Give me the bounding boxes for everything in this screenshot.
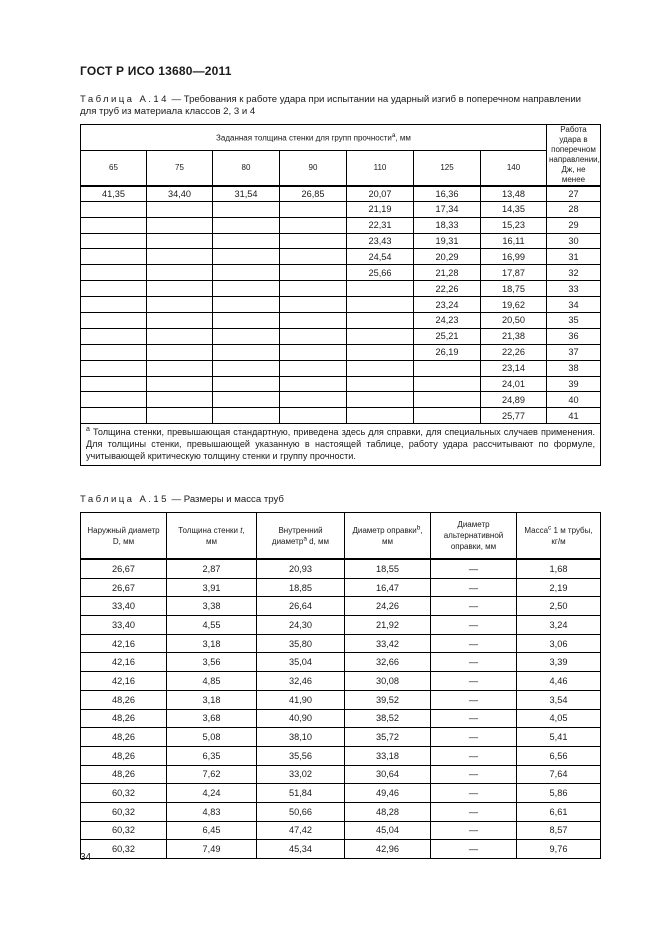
inner-diameter-cell: 51,84 bbox=[257, 784, 345, 803]
mass-cell: 1,68 bbox=[517, 559, 601, 578]
wall-thickness-cell bbox=[280, 328, 347, 344]
inner-diameter-cell: 40,90 bbox=[257, 709, 345, 728]
impact-energy-cell: 38 bbox=[547, 360, 601, 376]
alt-mandrel-cell: — bbox=[431, 709, 517, 728]
wall-thickness-cell bbox=[347, 408, 414, 424]
table-row bbox=[81, 709, 601, 728]
strength-class-header: 110 bbox=[347, 151, 414, 186]
table-row bbox=[81, 328, 601, 344]
wall-thickness-cell bbox=[213, 392, 280, 408]
wall-thickness-cell: 7,49 bbox=[167, 840, 257, 859]
strength-class-header: 140 bbox=[481, 151, 547, 186]
wall-thickness-cell: 23,14 bbox=[481, 360, 547, 376]
wall-thickness-cell: 2,87 bbox=[167, 559, 257, 578]
wall-thickness-cell bbox=[280, 249, 347, 265]
wall-thickness-cell bbox=[147, 297, 213, 313]
wall-thickness-cell: 15,23 bbox=[481, 217, 547, 233]
wall-thickness-cell: 19,31 bbox=[414, 233, 481, 249]
wall-thickness-cell: 3,56 bbox=[167, 653, 257, 672]
mass-cell: 4,05 bbox=[517, 709, 601, 728]
wall-thickness-cell bbox=[280, 297, 347, 313]
wall-thickness-cell: 13,48 bbox=[481, 186, 547, 201]
table-row bbox=[81, 217, 601, 233]
strength-classes-row bbox=[81, 151, 601, 186]
impact-energy-cell: 37 bbox=[547, 344, 601, 360]
table-row bbox=[81, 265, 601, 281]
mass-cell: 5,41 bbox=[517, 728, 601, 747]
mass-cell: 5,86 bbox=[517, 784, 601, 803]
wall-thickness-cell bbox=[414, 392, 481, 408]
table-row bbox=[81, 672, 601, 691]
wall-thickness-cell bbox=[347, 328, 414, 344]
wall-thickness-cell bbox=[347, 376, 414, 392]
impact-energy-cell: 36 bbox=[547, 328, 601, 344]
document-header: ГОСТ Р ИСО 13680—2011 bbox=[80, 64, 232, 78]
alt-mandrel-cell: — bbox=[431, 746, 517, 765]
outer-diameter-cell: 33,40 bbox=[81, 616, 167, 635]
outer-diameter-cell: 60,32 bbox=[81, 840, 167, 859]
outer-diameter-cell: 48,26 bbox=[81, 765, 167, 784]
strength-class-header: 65 bbox=[81, 151, 147, 186]
table-row bbox=[81, 376, 601, 392]
wall-thickness-cell: 14,35 bbox=[481, 201, 547, 217]
impact-energy-cell: 29 bbox=[547, 217, 601, 233]
table-row bbox=[81, 746, 601, 765]
wall-thickness-cell bbox=[81, 408, 147, 424]
outer-diameter-cell: 48,26 bbox=[81, 728, 167, 747]
table-row bbox=[81, 344, 601, 360]
mandrel-diameter-cell: 18,55 bbox=[345, 559, 431, 578]
table-row bbox=[81, 784, 601, 803]
wall-thickness-cell: 24,89 bbox=[481, 392, 547, 408]
table-a15-caption-text: — Размеры и масса труб bbox=[168, 494, 284, 505]
table-row bbox=[81, 765, 601, 784]
alt-mandrel-diameter-header: Диаметр альтернативной оправки, мм bbox=[431, 513, 517, 560]
wall-thickness-cell: 22,26 bbox=[414, 281, 481, 297]
outer-diameter-cell: 60,32 bbox=[81, 784, 167, 803]
wall-thickness-cell bbox=[280, 217, 347, 233]
wall-thickness-cell bbox=[147, 328, 213, 344]
mandrel-diameter-cell: 16,47 bbox=[345, 578, 431, 597]
wall-thickness-cell bbox=[280, 344, 347, 360]
mandrel-diameter-header: Диаметр оправки$^b$, мм bbox=[345, 513, 431, 560]
mandrel-diameter-cell: 30,08 bbox=[345, 672, 431, 691]
outer-diameter-cell: 26,67 bbox=[81, 559, 167, 578]
wall-thickness-cell bbox=[81, 376, 147, 392]
inner-diameter-cell: 33,02 bbox=[257, 765, 345, 784]
table-row bbox=[81, 690, 601, 709]
wall-thickness-cell: 25,77 bbox=[481, 408, 547, 424]
wall-thickness-cell bbox=[147, 249, 213, 265]
wall-thickness-cell bbox=[213, 344, 280, 360]
mandrel-diameter-cell: 48,28 bbox=[345, 802, 431, 821]
wall-thickness-cell bbox=[147, 376, 213, 392]
wall-thickness-cell: 16,99 bbox=[481, 249, 547, 265]
table-row bbox=[81, 186, 601, 201]
wall-thickness-cell bbox=[147, 313, 213, 329]
inner-diameter-cell: 45,34 bbox=[257, 840, 345, 859]
wall-thickness-cell: 3,18 bbox=[167, 690, 257, 709]
wall-thickness-cell bbox=[347, 392, 414, 408]
wall-thickness-cell bbox=[280, 408, 347, 424]
strength-class-header: 75 bbox=[147, 151, 213, 186]
impact-energy-cell: 35 bbox=[547, 313, 601, 329]
alt-mandrel-cell: — bbox=[431, 597, 517, 616]
wall-thickness-cell bbox=[147, 360, 213, 376]
wall-thickness-cell: 41,35 bbox=[81, 186, 147, 201]
inner-diameter-cell: 18,85 bbox=[257, 578, 345, 597]
table-a14-caption-lead: Таблица А.14 bbox=[80, 94, 169, 105]
inner-diameter-cell: 38,10 bbox=[257, 728, 345, 747]
mass-cell: 4,46 bbox=[517, 672, 601, 691]
wall-thickness-cell: 21,28 bbox=[414, 265, 481, 281]
inner-diameter-cell: 47,42 bbox=[257, 821, 345, 840]
wall-thickness-cell: 26,19 bbox=[414, 344, 481, 360]
wall-thickness-cell: 26,85 bbox=[280, 186, 347, 201]
wall-thickness-cell bbox=[81, 233, 147, 249]
mass-cell: 3,54 bbox=[517, 690, 601, 709]
alt-mandrel-cell: — bbox=[431, 672, 517, 691]
wall-thickness-cell: 19,62 bbox=[481, 297, 547, 313]
wall-thickness-cell bbox=[347, 360, 414, 376]
table-row bbox=[81, 840, 601, 859]
alt-mandrel-cell: — bbox=[431, 634, 517, 653]
wall-thickness-cell bbox=[81, 201, 147, 217]
wall-thickness-cell: 16,36 bbox=[414, 186, 481, 201]
wall-thickness-cell bbox=[147, 265, 213, 281]
wall-thickness-cell bbox=[414, 360, 481, 376]
alt-mandrel-cell: — bbox=[431, 802, 517, 821]
wall-thickness-cell: 16,11 bbox=[481, 233, 547, 249]
wall-thickness-cell: 25,66 bbox=[347, 265, 414, 281]
wall-thickness-cell: 17,87 bbox=[481, 265, 547, 281]
outer-diameter-cell: 48,26 bbox=[81, 690, 167, 709]
wall-thickness-cell: 34,40 bbox=[147, 186, 213, 201]
wall-thickness-cell bbox=[280, 392, 347, 408]
outer-diameter-cell: 42,16 bbox=[81, 634, 167, 653]
page-number: 34 bbox=[80, 852, 92, 863]
table-a15-caption-lead: Таблица А.15 bbox=[80, 494, 169, 505]
wall-thickness-cell bbox=[147, 408, 213, 424]
table-row bbox=[81, 634, 601, 653]
table-row bbox=[81, 313, 601, 329]
table-row bbox=[81, 233, 601, 249]
table-a14-caption bbox=[80, 94, 600, 118]
wall-thickness-cell bbox=[213, 360, 280, 376]
wall-thickness-cell bbox=[347, 297, 414, 313]
mass-header: Масса$^c$ 1 м трубы, кг/м bbox=[517, 513, 601, 560]
inner-diameter-cell: 32,46 bbox=[257, 672, 345, 691]
table-row bbox=[81, 578, 601, 597]
outer-diameter-cell: 42,16 bbox=[81, 672, 167, 691]
mandrel-diameter-cell: 45,04 bbox=[345, 821, 431, 840]
wall-thickness-cell bbox=[213, 249, 280, 265]
wall-thickness-cell: 22,31 bbox=[347, 217, 414, 233]
wall-thickness-cell: 18,75 bbox=[481, 281, 547, 297]
mandrel-diameter-cell: 35,72 bbox=[345, 728, 431, 747]
mandrel-diameter-cell: 39,52 bbox=[345, 690, 431, 709]
mass-cell: 7,64 bbox=[517, 765, 601, 784]
mass-cell: 2,50 bbox=[517, 597, 601, 616]
wall-thickness-cell: 21,19 bbox=[347, 201, 414, 217]
wall-thickness-cell bbox=[147, 392, 213, 408]
mass-cell: 2,19 bbox=[517, 578, 601, 597]
wall-thickness-cell bbox=[147, 344, 213, 360]
table-a14-caption-text: — Требования к работе удара при испытании на ударный изгиб в поперечном направлении для труб из материала классов 2, 3 и 4 bbox=[80, 94, 582, 117]
wall-thickness-cell bbox=[81, 265, 147, 281]
table-a14-body bbox=[81, 186, 601, 424]
alt-mandrel-cell: — bbox=[431, 840, 517, 859]
outer-diameter-cell: 48,26 bbox=[81, 746, 167, 765]
wall-thickness-cell: 4,55 bbox=[167, 616, 257, 635]
inner-diameter-cell: 35,80 bbox=[257, 634, 345, 653]
impact-energy-cell: 32 bbox=[547, 265, 601, 281]
table-row bbox=[81, 392, 601, 408]
footnote-mark: b bbox=[416, 523, 421, 531]
alt-mandrel-cell: — bbox=[431, 821, 517, 840]
mass-cell: 3,24 bbox=[517, 616, 601, 635]
table-a14 bbox=[80, 124, 601, 466]
wall-thickness-cell: 20,29 bbox=[414, 249, 481, 265]
wall-thickness-cell: 20,50 bbox=[481, 313, 547, 329]
wall-thickness-cell bbox=[280, 281, 347, 297]
strength-class-header: 125 bbox=[414, 151, 481, 186]
wall-thickness-cell bbox=[213, 297, 280, 313]
wall-thickness-cell: 22,26 bbox=[481, 344, 547, 360]
wall-thickness-cell bbox=[280, 201, 347, 217]
impact-energy-cell: 33 bbox=[547, 281, 601, 297]
outer-diameter-cell: 42,16 bbox=[81, 653, 167, 672]
wall-thickness-cell bbox=[81, 249, 147, 265]
alt-mandrel-cell: — bbox=[431, 784, 517, 803]
wall-thickness-header: Толщина стенки t, мм bbox=[167, 513, 257, 560]
alt-mandrel-cell: — bbox=[431, 653, 517, 672]
strength-class-header: 90 bbox=[280, 151, 347, 186]
wall-thickness-cell bbox=[213, 408, 280, 424]
wall-thickness-cell: 24,23 bbox=[414, 313, 481, 329]
wall-thickness-cell bbox=[147, 217, 213, 233]
impact-energy-cell: 39 bbox=[547, 376, 601, 392]
wall-thickness-cell bbox=[147, 233, 213, 249]
wall-thickness-cell bbox=[280, 360, 347, 376]
wall-thickness-cell: 25,21 bbox=[414, 328, 481, 344]
wall-thickness-cell bbox=[280, 376, 347, 392]
impact-energy-header: Работа удара в поперечном направлении, Дж, не менее bbox=[547, 125, 601, 187]
impact-energy-cell: 31 bbox=[547, 249, 601, 265]
wall-thickness-cell bbox=[213, 328, 280, 344]
strength-group-header: Заданная толщина стенки для групп прочности$^a$, мм bbox=[81, 125, 547, 151]
wall-thickness-cell: 20,07 bbox=[347, 186, 414, 201]
wall-thickness-cell bbox=[280, 313, 347, 329]
mandrel-diameter-cell: 49,46 bbox=[345, 784, 431, 803]
table-a14-footnote bbox=[81, 424, 601, 466]
wall-thickness-cell: 6,45 bbox=[167, 821, 257, 840]
mandrel-diameter-cell: 32,66 bbox=[345, 653, 431, 672]
mass-cell: 6,56 bbox=[517, 746, 601, 765]
impact-energy-cell: 34 bbox=[547, 297, 601, 313]
mandrel-diameter-cell: 38,52 bbox=[345, 709, 431, 728]
inner-diameter-cell: 20,93 bbox=[257, 559, 345, 578]
wall-thickness-cell: 21,38 bbox=[481, 328, 547, 344]
wall-thickness-cell: 7,62 bbox=[167, 765, 257, 784]
outer-diameter-header: Наружный диаметр D, мм bbox=[81, 513, 167, 560]
mass-cell: 8,57 bbox=[517, 821, 601, 840]
wall-thickness-cell: 5,08 bbox=[167, 728, 257, 747]
impact-energy-cell: 41 bbox=[547, 408, 601, 424]
alt-mandrel-cell: — bbox=[431, 578, 517, 597]
wall-thickness-cell: 3,91 bbox=[167, 578, 257, 597]
alt-mandrel-cell: — bbox=[431, 765, 517, 784]
mandrel-diameter-cell: 30,64 bbox=[345, 765, 431, 784]
outer-diameter-cell: 60,32 bbox=[81, 821, 167, 840]
footnote-mark: a bbox=[86, 426, 90, 434]
wall-thickness-cell: 4,24 bbox=[167, 784, 257, 803]
wall-thickness-cell bbox=[81, 328, 147, 344]
table-row bbox=[81, 249, 601, 265]
wall-thickness-cell bbox=[213, 376, 280, 392]
wall-thickness-cell bbox=[280, 233, 347, 249]
wall-thickness-cell: 4,83 bbox=[167, 802, 257, 821]
table-row bbox=[81, 360, 601, 376]
footnote-mark: a bbox=[303, 534, 307, 542]
table-row bbox=[81, 297, 601, 313]
wall-thickness-cell bbox=[81, 281, 147, 297]
footnote-mark: a bbox=[391, 132, 396, 140]
table-row bbox=[81, 559, 601, 578]
wall-thickness-cell bbox=[280, 265, 347, 281]
wall-thickness-cell bbox=[347, 281, 414, 297]
wall-thickness-cell bbox=[213, 281, 280, 297]
mass-cell: 3,06 bbox=[517, 634, 601, 653]
table-row bbox=[81, 597, 601, 616]
table-row bbox=[81, 616, 601, 635]
wall-thickness-cell bbox=[347, 313, 414, 329]
wall-thickness-cell: 3,18 bbox=[167, 634, 257, 653]
table-row bbox=[81, 281, 601, 297]
impact-energy-cell: 27 bbox=[547, 186, 601, 201]
wall-thickness-cell: 4,85 bbox=[167, 672, 257, 691]
table-row bbox=[81, 201, 601, 217]
alt-mandrel-cell: — bbox=[431, 559, 517, 578]
table-row bbox=[81, 821, 601, 840]
mandrel-diameter-cell: 24,26 bbox=[345, 597, 431, 616]
table-row bbox=[81, 653, 601, 672]
inner-diameter-cell: 50,66 bbox=[257, 802, 345, 821]
impact-energy-cell: 40 bbox=[547, 392, 601, 408]
footnote-mark: c bbox=[548, 523, 552, 531]
mandrel-diameter-cell: 33,42 bbox=[345, 634, 431, 653]
inner-diameter-header: Внутренний диаметр$^a$ d, мм bbox=[257, 513, 345, 560]
wall-thickness-cell bbox=[213, 265, 280, 281]
wall-thickness-cell bbox=[81, 392, 147, 408]
strength-class-header: 80 bbox=[213, 151, 280, 186]
wall-thickness-cell bbox=[213, 217, 280, 233]
inner-diameter-cell: 35,56 bbox=[257, 746, 345, 765]
wall-thickness-cell bbox=[213, 201, 280, 217]
wall-thickness-cell: 23,24 bbox=[414, 297, 481, 313]
wall-thickness-cell: 18,33 bbox=[414, 217, 481, 233]
mandrel-diameter-cell: 42,96 bbox=[345, 840, 431, 859]
wall-thickness-cell bbox=[213, 313, 280, 329]
mandrel-diameter-cell: 21,92 bbox=[345, 616, 431, 635]
wall-thickness-cell bbox=[414, 408, 481, 424]
wall-thickness-cell bbox=[81, 344, 147, 360]
mass-cell: 6,61 bbox=[517, 802, 601, 821]
wall-thickness-cell: 6,35 bbox=[167, 746, 257, 765]
inner-diameter-cell: 41,90 bbox=[257, 690, 345, 709]
wall-thickness-cell bbox=[81, 217, 147, 233]
table-a15 bbox=[80, 512, 601, 859]
mass-cell: 9,76 bbox=[517, 840, 601, 859]
table-a15-body bbox=[81, 559, 601, 859]
wall-thickness-cell bbox=[147, 201, 213, 217]
wall-thickness-cell bbox=[147, 281, 213, 297]
impact-energy-cell: 30 bbox=[547, 233, 601, 249]
wall-thickness-cell: 23,43 bbox=[347, 233, 414, 249]
table-row bbox=[81, 728, 601, 747]
wall-thickness-cell: 17,34 bbox=[414, 201, 481, 217]
inner-diameter-cell: 35,04 bbox=[257, 653, 345, 672]
alt-mandrel-cell: — bbox=[431, 616, 517, 635]
wall-thickness-cell: 3,38 bbox=[167, 597, 257, 616]
wall-thickness-cell: 31,54 bbox=[213, 186, 280, 201]
alt-mandrel-cell: — bbox=[431, 690, 517, 709]
footnote-text: Толщина стенки, превышающая стандартную, приведена здесь для справки, для специальных случаев применения. Для толщины стенки, превышающей указанную в настоящей таблице, работу удара рассчитывают по формуле, учитывающей критическую толщину стенки и группу прочности. bbox=[86, 427, 595, 462]
wall-thickness-cell bbox=[81, 297, 147, 313]
impact-energy-cell: 28 bbox=[547, 201, 601, 217]
wall-thickness-cell: 24,01 bbox=[481, 376, 547, 392]
outer-diameter-cell: 48,26 bbox=[81, 709, 167, 728]
wall-thickness-cell bbox=[347, 344, 414, 360]
inner-diameter-cell: 26,64 bbox=[257, 597, 345, 616]
wall-thickness-cell bbox=[213, 233, 280, 249]
wall-thickness-cell bbox=[81, 313, 147, 329]
wall-thickness-cell bbox=[81, 360, 147, 376]
outer-diameter-cell: 33,40 bbox=[81, 597, 167, 616]
wall-thickness-cell: 3,68 bbox=[167, 709, 257, 728]
alt-mandrel-cell: — bbox=[431, 728, 517, 747]
outer-diameter-cell: 26,67 bbox=[81, 578, 167, 597]
outer-diameter-cell: 60,32 bbox=[81, 802, 167, 821]
wall-thickness-cell: 24,54 bbox=[347, 249, 414, 265]
mandrel-diameter-cell: 33,18 bbox=[345, 746, 431, 765]
wall-thickness-cell bbox=[414, 376, 481, 392]
table-row bbox=[81, 802, 601, 821]
inner-diameter-cell: 24,30 bbox=[257, 616, 345, 635]
table-row bbox=[81, 408, 601, 424]
mass-cell: 3,39 bbox=[517, 653, 601, 672]
table-a15-caption bbox=[80, 494, 600, 506]
